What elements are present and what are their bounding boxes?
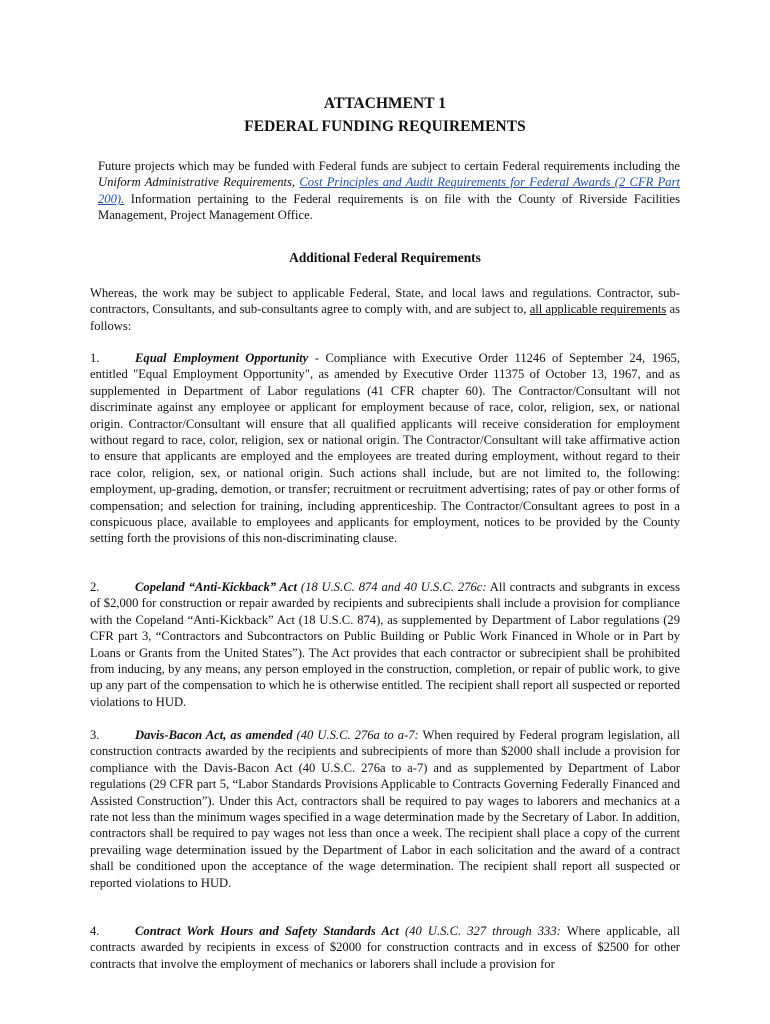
intro-paragraph <box>98 158 680 224</box>
whereas-paragraph <box>90 285 680 334</box>
item-number: 3. <box>90 728 100 742</box>
whereas-underlined-text: all applicable requirements <box>529 302 667 317</box>
item-heading: Davis-Bacon Act, as amended <box>135 728 293 742</box>
item-citation: (40 U.S.C. 276a to a-7: <box>292 728 419 742</box>
requirement-item-4 <box>90 923 680 972</box>
item-body: Where applicable, all contracts awarded by recipients in excess of $2000 for construction contracts and in excess of $2500 for other contracts that involve the employment of mechanics or laborers shall include a provision for <box>90 924 680 971</box>
item-citation: (40 U.S.C. 327 through 333: <box>398 924 561 938</box>
item-heading: Equal Employment Opportunity <box>135 351 309 365</box>
requirement-item-1 <box>90 350 680 547</box>
attachment-title: ATTACHMENT 1 <box>323 95 447 112</box>
item-heading: Contract Work Hours and Safety Standards Act <box>135 924 399 938</box>
item-body: - Compliance with Executive Order 11246 of September 24, 1965, entitled "Equal Employment Opportunity", as amended by Executive Order 11375 of October 13, 1967, and as supplemented in Department of Labor regulations (41 CFR chapter 60). The Contractor/Consultant will not discriminate against any employee or applicant for employment because of race, color, religion, sex, or national origin. Contractor/Consultant will ensure that all qualified applicants will receive consideration for employment without regard to race, color, religion, sex or national origin. The Contractor/Consultant will take affirmative action to ensure that applicants are employed and the employees are treated during employment, without regard to their race color, religion, sex, or national origin. Such actions shall include, but are not limited to, the following: employment, up-grading, demotion, or transfer; recruitment or recruitment advertising; rates of pay or other forms of compensation; and selection for training, including apprenticeship. The Contractor/Consultant agrees to post in a conspicuous place, available to employees and applicants for employment, notices to be provided by the County setting forth the provisions of this non-discriminating clause. <box>90 351 680 546</box>
whereas-text-a: Whereas, the work may be subject to applicable Federal, State, and local laws and regulations. Contractor, sub-contractors, Consultants, and sub-consultants agree to comply with, and are subject to, <box>90 286 680 317</box>
item-number: 2. <box>90 580 100 594</box>
intro-text-a: Future projects which may be funded with Federal funds are subject to certain Federal requirements including the <box>98 159 680 173</box>
cfr-link[interactable]: Cost Principles and Audit Requirements for Federal Awards (2 CFR Part 200). <box>98 175 680 206</box>
intro-text-b: Information pertaining to the Federal requirements is on file with the County of Riverside Facilities Management, Project Management Office. <box>98 191 680 223</box>
requirement-item-3 <box>90 727 680 891</box>
requirement-item-2 <box>90 579 680 710</box>
section-heading: Additional Federal Requirements <box>289 250 481 265</box>
item-number: 4. <box>90 924 100 938</box>
item-body: All contracts and subgrants in excess of $2,000 for construction or repair awarded by recipients and subrecipients shall include a provision for compliance with the Copeland “Anti-Kickback” Act (18 U.S.C. 874), as supplemented by Department of Labor regulations (29 CFR part 3, “Contractors and Subcontractors on Public Building or Public Work Financed in Whole or in Part by Loans or Grants from the United States”). The Act provides that each contractor or subrecipient shall be prohibited from inducing, by any means, any person employed in the construction, completion, or repair of public work, to give up any part of the compensation to which he is otherwise entitled. The recipient shall report all suspected or reported violations to HUD. <box>90 580 680 709</box>
whereas-text-b: as follows: <box>90 302 680 333</box>
item-body: When required by Federal program legislation, all construction contracts awarded by the recipients and subrecipients of more than $2000 shall include a provision for compliance with the Davis-Bacon Act (40 U.S.C. 276a to a-7) and as supplemented by Department of Labor regulations (29 CFR part 5, “Labor Standards Provisions Applicable to Contracts Governing Federally Financed and Assisted Construction”). Under this Act, contractors shall be required to pay wages to laborers and mechanics at a rate not less than the minimum wages specified in a wage determination made by the Secretary of Labor. In addition, contractors shall be required to pay wages not less than once a week. The recipient shall place a copy of the current prevailing wage determination issued by the Department of Labor in each solicitation and the award of a contract shall be conditioned upon the acceptance of the wage determination. The recipient shall report all suspected or reported violations to HUD. <box>90 728 680 890</box>
intro-italic-text: Uniform Administrative Requirements, <box>98 175 300 190</box>
item-heading: Copeland “Anti-Kickback” Act <box>135 580 297 594</box>
document-title: FEDERAL FUNDING REQUIREMENTS <box>244 118 526 135</box>
item-citation: (18 U.S.C. 874 and 40 U.S.C. 276c: <box>296 580 487 594</box>
item-number: 1. <box>90 351 100 365</box>
